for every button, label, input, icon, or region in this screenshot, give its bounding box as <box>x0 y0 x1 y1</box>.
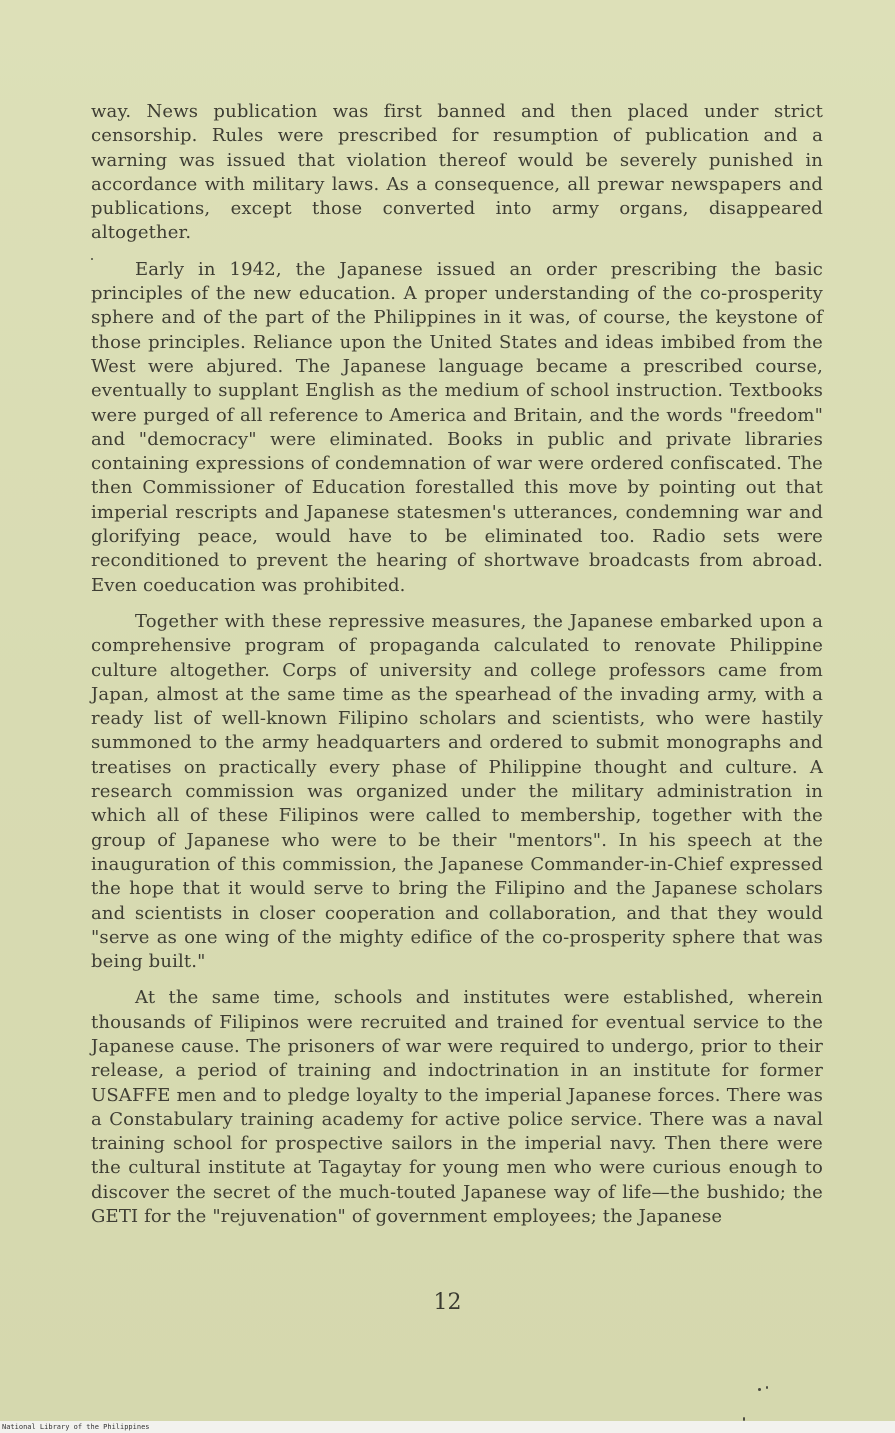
paper-speck <box>766 1386 768 1389</box>
paragraph-continuation: way. News publication was first banned and then placed under strict censorship. Rules were prescribed for resumption of publication and a warning was issued that violation thereof would be severely punished in accordance with military laws. As a consequence, all prewar newspapers and publications, except those converted into army organs, disappeared altogether. <box>91 101 823 244</box>
paper-speck <box>91 258 93 260</box>
paragraph-propaganda: Together with these repressive measures, the Japanese embarked upon a comprehensive program of propaganda calculated to renovate Philippine culture altogether. Corps of university and college professors came from Japan, almost at the same time as the spearhead of the invading army, with a ready list of well-known Filipino scholars and scientists, who were hastily summoned to the army headquarters and ordered to submit monographs and treatises on practically every phase of Philippine thought and culture. A research commission was organized under the military administration in which all of these Filipinos were called to membership, together with the group of Japanese who were to be their "mentors". In his speech at the inauguration of this commission, the Japanese Commander-in-Chief expressed the hope that it would serve to bring the Filipino and the Japanese scholars and scientists in closer cooperation and collaboration, and that they would "serve as one wing of the mighty edifice of the co-prosperity sphere that was being built." <box>91 610 823 973</box>
paragraph-schools: At the same time, schools and institutes were established, wherein thousands of Filipinos were recruited and trained for eventual service to the Japanese cause. The prisoners of war were required to undergo, prior to their release, a period of training and indoctrination in an institute for former USAFFE men and to pledge loyalty to the imperial Japanese forces. There was a Constabulary training academy for active police service. There was a naval training school for prospective sailors in the imperial navy. Then there were the cultural institute at Tagaytay for young men who were curious enough to discover the secret of the much-touted Japanese way of life—the bushido; the GETI for the "rejuvenation" of government employees; the Japanese <box>91 987 823 1228</box>
paper-speck <box>758 1388 761 1391</box>
body-text <box>91 100 823 1241</box>
page-number: 12 <box>433 1290 462 1315</box>
paragraph-education: Early in 1942, the Japanese issued an order prescribing the basic principles of the new education. A proper understanding of the co-prosperity sphere and of the part of the Philippines in it was, of course, the keystone of those principles. Reliance upon the United States and ideas imbibed from the West were abjured. The Japanese language became a prescribed course, eventually to supplant English as the medium of school instruction. Textbooks were purged of all reference to America and Britain, and the words "freedom" and "democracy" were eliminated. Books in public and private libraries containing expressions of condemnation of war were ordered confiscated. The then Commissioner of Education forestalled this move by pointing out that imperial rescripts and Japanese statesmen's utterances, condemning war and glorifying peace, would have to be eliminated too. Radio sets were reconditioned to prevent the hearing of shortwave broadcasts from abroad. Even coeducation was prohibited. <box>91 258 823 596</box>
footer-credit: National Library of the Philippines <box>0 1421 895 1433</box>
